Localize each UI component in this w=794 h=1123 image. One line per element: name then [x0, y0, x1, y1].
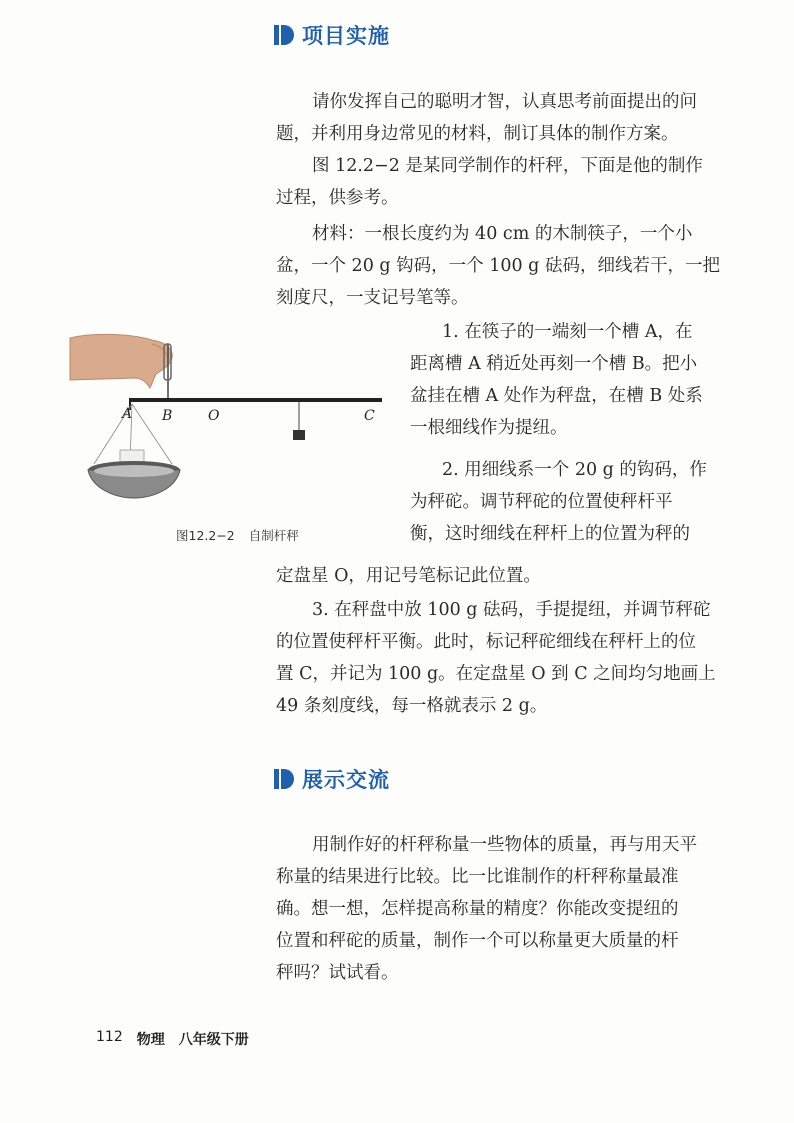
paragraph-reference — [276, 150, 703, 214]
text-line: 请你发挥自己的聪明才智，认真思考前面提出的问 — [312, 92, 697, 112]
caption-number: 图12.2−2 — [176, 528, 235, 543]
label-o: O — [208, 408, 220, 424]
text-line: 确。想一想，怎样提高称量的精度？你能改变提纽的 — [276, 899, 679, 919]
section-marker-icon — [274, 24, 294, 46]
scale-beam — [130, 398, 382, 402]
figure-caption — [176, 526, 299, 544]
section-heading-exchange — [274, 764, 390, 794]
step-2 — [410, 454, 707, 550]
text-line: 秤吗？试试看。 — [276, 963, 399, 983]
book-name: 八年级下册 — [178, 1032, 249, 1048]
text-line: 1. 在筷子的一端刻一个槽 A，在 — [442, 322, 693, 342]
label-a: A — [122, 406, 133, 422]
text-line: 2. 用细线系一个 20 g 的钩码，作 — [442, 460, 707, 480]
caption-text: 自制杆秤 — [248, 528, 299, 543]
step-3 — [276, 594, 716, 722]
text-line: 一根细线作为提纽。 — [410, 418, 568, 438]
text-line: 定盘星 O，用记号笔标记此位置。 — [276, 566, 541, 586]
text-line: 材料：一根长度约为 40 cm 的木制筷子，一个小 — [312, 224, 693, 244]
hand-illustration — [70, 334, 172, 388]
section-title: 展示交流 — [302, 768, 390, 792]
paragraph-exchange — [276, 829, 700, 989]
text-line: 题，并利用身边常见的材料，制订具体的制作方案。 — [276, 124, 679, 144]
text-line: 用制作好的杆秤称量一些物体的质量，再与用天平 — [312, 835, 697, 855]
label-b: B — [162, 408, 173, 424]
text-line: 3. 在秤盘中放 100 g 砝码，手提提纽，并调节秤砣 — [312, 600, 711, 620]
text-line: 过程，供参考。 — [276, 188, 399, 208]
paragraph-materials — [276, 218, 720, 314]
page-number: 112 — [96, 1029, 123, 1045]
text-line: 距离槽 A 稍近处再刻一个槽 B。把小 — [410, 354, 698, 374]
text-line: 盆挂在槽 A 处作为秤盘，在槽 B 处系 — [410, 386, 703, 406]
page-footer — [96, 1029, 249, 1049]
section-heading-implementation — [274, 20, 390, 50]
section-marker-icon — [274, 768, 294, 790]
label-c: C — [364, 408, 375, 424]
text-line: 的位置使秤杆平衡。此时，标记秤砣细线在秤杆上的位 — [276, 632, 696, 652]
text-line: 49 条刻度线，每一格就表示 2 g。 — [276, 696, 548, 716]
step-2-continued — [276, 560, 700, 592]
text-line: 刻度尺，一支记号笔等。 — [276, 288, 469, 308]
text-line: 衡，这时细线在秤杆上的位置为秤的 — [410, 524, 690, 544]
counterweight — [293, 430, 305, 440]
section-title: 项目实施 — [302, 24, 390, 48]
subject-name: 物理 — [136, 1032, 165, 1048]
steelyard-illustration — [64, 330, 394, 520]
paragraph-intro — [276, 86, 700, 150]
text-line: 为秤砣。调节秤砣的位置使秤杆平 — [410, 492, 673, 512]
step-1 — [410, 316, 702, 444]
text-line: 图 12.2−2 是某同学制作的杆秤，下面是他的制作 — [312, 156, 703, 176]
text-line: 称量的结果进行比较。比一比谁制作的杆秤称量最准 — [276, 867, 679, 887]
text-line: 位置和秤砣的质量，制作一个可以称量更大质量的杆 — [276, 931, 679, 951]
text-line: 盆，一个 20 g 钩码，一个 100 g 砝码，细线若干，一把 — [276, 256, 720, 276]
text-line: 置 C，并记为 100 g。在定盘星 O 到 C 之间均匀地画上 — [276, 664, 716, 684]
